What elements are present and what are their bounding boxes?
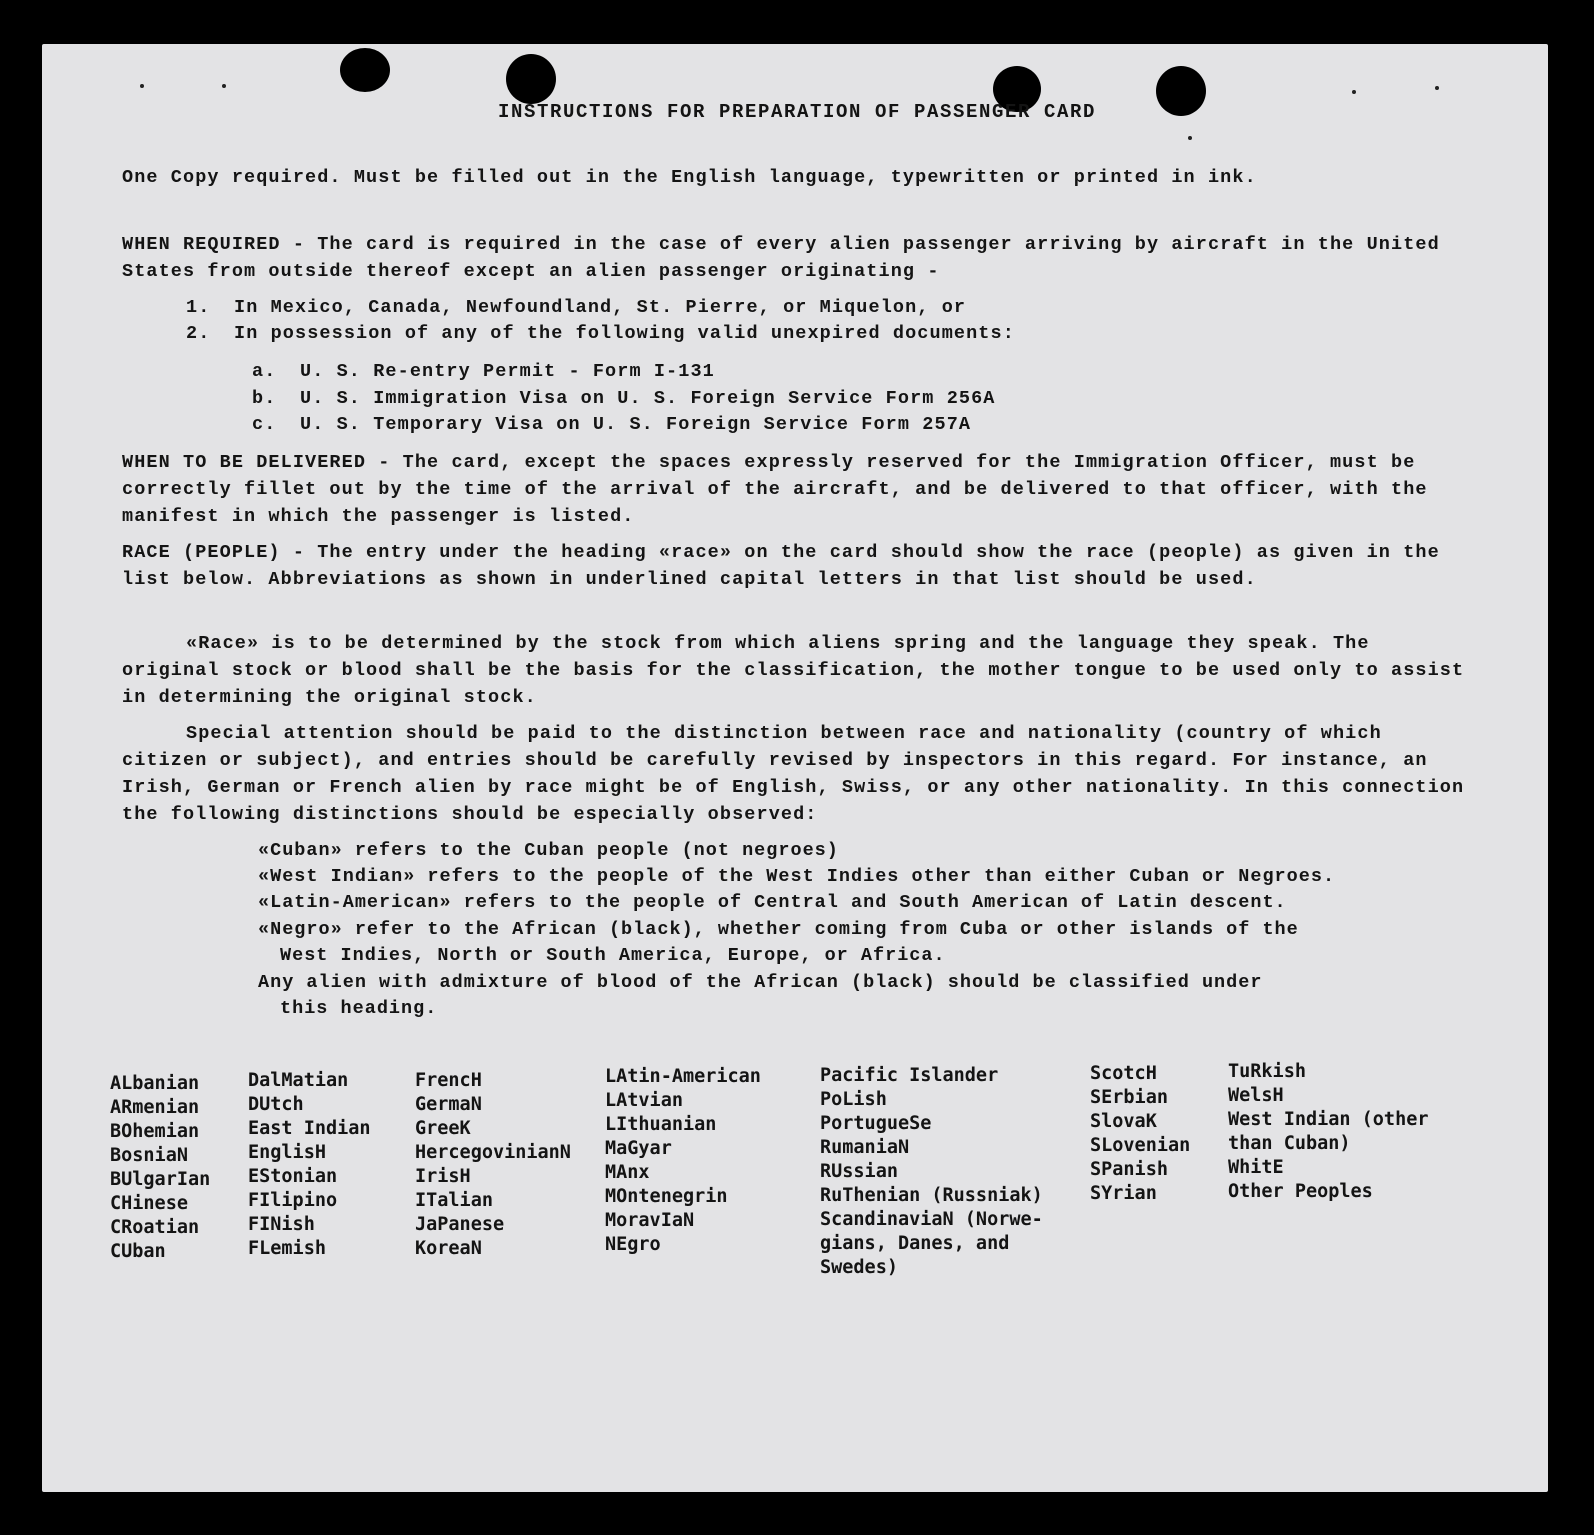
distinction-latin-american: «Latin-American» refers to the people of Central and South American of Latin descent.	[258, 892, 1287, 913]
race-list-column-7	[1228, 1060, 1428, 1204]
race-entry: ITalian	[415, 1190, 493, 1211]
race-entry: GermaN	[415, 1094, 482, 1115]
race-list-column-2	[248, 1069, 371, 1261]
list-item-text: In possession of any of the following valid unexpired documents:	[234, 323, 1015, 344]
race-entry: SErbian	[1090, 1087, 1168, 1108]
document-letter: c.	[252, 414, 277, 435]
race-entry: LAtvian	[605, 1090, 683, 1111]
document-item	[252, 358, 715, 385]
race-entry: West Indian (other	[1228, 1109, 1429, 1130]
race-entry-continued: Swedes)	[820, 1257, 898, 1278]
race-entry: JaPanese	[415, 1214, 505, 1235]
race-entry: SYrian	[1090, 1183, 1157, 1204]
race-entry: FINish	[248, 1214, 315, 1235]
race-entry: SlovaK	[1090, 1111, 1157, 1132]
race-entry: Pacific Islander	[820, 1065, 999, 1086]
race-entry: Other Peoples	[1228, 1181, 1373, 1202]
race-list-column-4	[605, 1065, 761, 1257]
race-entry: MAnx	[605, 1162, 650, 1183]
race-entry: BUlgarIan	[110, 1169, 211, 1190]
race-entry: PortugueSe	[820, 1113, 932, 1134]
document-letter: b.	[252, 388, 277, 409]
race-entry: DUtch	[248, 1094, 304, 1115]
race-entry: GreeK	[415, 1118, 471, 1139]
race-entry: RuThenian (Russniak)	[820, 1185, 1043, 1206]
race-entry-continued: than Cuban)	[1228, 1133, 1351, 1154]
race-entry: EStonian	[248, 1166, 338, 1187]
speck	[1435, 86, 1439, 90]
distinction-admixture: Any alien with admixture of blood of the African (black) should be classified under	[258, 972, 1263, 993]
punch-hole	[506, 54, 556, 104]
race-entry: CRoatian	[110, 1217, 200, 1238]
distinction-admixture-continued: this heading.	[280, 998, 438, 1019]
race-entry: HercegovinianN	[415, 1142, 571, 1163]
race-people-paragraph: RACE (PEOPLE) - The entry under the heading «race» on the card should show the race (people) as given in the list below. Abbreviations as shown in underlined capital letters in that list should be used.	[122, 542, 1440, 590]
when-required-paragraph: WHEN REQUIRED - The card is required in the case of every alien passenger arriving by aircraft in the United States from outside thereof except an alien passenger originating -	[122, 234, 1440, 282]
list-item-number: 1.	[186, 297, 211, 318]
speck	[222, 84, 226, 88]
race-entry: FrencH	[415, 1070, 482, 1091]
distinction-negro: «Negro» refer to the African (black), whether coming from Cuba or other islands of the	[258, 919, 1299, 940]
punch-hole	[340, 48, 390, 92]
race-entry: KoreaN	[415, 1238, 482, 1259]
list-item-number: 2.	[186, 323, 211, 344]
speck	[140, 84, 144, 88]
race-entry: BosniaN	[110, 1145, 188, 1166]
race-entry: SPanish	[1090, 1159, 1168, 1180]
race-entry: DalMatian	[248, 1070, 349, 1091]
distinction-cuban: «Cuban» refers to the Cuban people (not negroes)	[258, 840, 839, 861]
race-entry: MoravIaN	[605, 1210, 695, 1231]
race-entry: ScotcH	[1090, 1063, 1157, 1084]
race-entry: SLovenian	[1090, 1135, 1191, 1156]
race-list-column-1	[110, 1072, 210, 1264]
race-entry: ARmenian	[110, 1097, 200, 1118]
race-entry: PoLish	[820, 1089, 887, 1110]
list-item	[186, 294, 966, 321]
race-entry: TuRkish	[1228, 1061, 1306, 1082]
race-list-column-6	[1090, 1062, 1190, 1206]
race-entry: WhitE	[1228, 1157, 1284, 1178]
document-text: U. S. Re-entry Permit - Form I-131	[300, 361, 715, 382]
document-item	[252, 385, 996, 412]
page-title: INSTRUCTIONS FOR PREPARATION OF PASSENGER CARD	[497, 101, 1097, 123]
document-item	[252, 411, 971, 438]
speck	[1188, 136, 1192, 140]
race-entry: ScandinaviaN (Norwe-	[820, 1209, 1043, 1230]
race-entry: FIlipino	[248, 1190, 338, 1211]
race-list-column-3	[415, 1069, 571, 1261]
distinction-negro-continued: West Indies, North or South America, Europe, or Africa.	[280, 945, 946, 966]
intro-paragraph: One Copy required. Must be filled out in the English language, typewritten or printed in ink.	[122, 167, 1257, 188]
race-entry: RUssian	[820, 1161, 898, 1182]
race-entry: LIthuanian	[605, 1114, 717, 1135]
race-entry: NEgro	[605, 1234, 661, 1255]
distinction-west-indian: «West Indian» refers to the people of the West Indies other than either Cuban or Negroes.	[258, 866, 1336, 887]
race-entry: EnglisH	[248, 1142, 326, 1163]
document-text: U. S. Immigration Visa on U. S. Foreign Service Form 256A	[300, 388, 996, 409]
document-letter: a.	[252, 361, 277, 382]
list-item	[186, 320, 1015, 347]
race-entry: CHinese	[110, 1193, 188, 1214]
race-entry: WelsH	[1228, 1085, 1284, 1106]
race-entry: FLemish	[248, 1238, 326, 1259]
race-entry: MOntenegrin	[605, 1186, 728, 1207]
race-entry: ALbanian	[110, 1073, 200, 1094]
race-entry: East Indian	[248, 1118, 371, 1139]
race-entry: RumaniaN	[820, 1137, 910, 1158]
list-item-text: In Mexico, Canada, Newfoundland, St. Pierre, or Miquelon, or	[234, 297, 967, 318]
race-entry: BOhemian	[110, 1121, 200, 1142]
special-attention-paragraph: Special attention should be paid to the distinction between race and nationality (country of which citizen or subject), and entries should be carefully revised by inspectors in this regard. For instance, an Irish, German or French alien by race might be of English, Swiss, or any other nationality. In this connection the following distinctions should be especially observed:	[122, 723, 1465, 825]
speck	[1352, 90, 1356, 94]
when-delivered-paragraph: WHEN TO BE DELIVERED - The card, except the spaces expressly reserved for the Immigration Officer, must be correctly fillet out by the time of the arrival of the aircraft, and be delivered to that officer, with the manifest in which the passenger is listed.	[122, 452, 1428, 527]
race-entry: LAtin-American	[605, 1066, 761, 1087]
race-entry-continued: gians, Danes, and	[820, 1233, 1010, 1254]
race-entry: CUban	[110, 1241, 166, 1262]
race-entry: IrisH	[415, 1166, 471, 1187]
document-text: U. S. Temporary Visa on U. S. Foreign Service Form 257A	[300, 414, 972, 435]
race-list-column-5	[820, 1064, 1043, 1280]
race-entry: MaGyar	[605, 1138, 672, 1159]
race-determined-paragraph: «Race» is to be determined by the stock from which aliens spring and the language they speak. The original stock or blood shall be the basis for the classification, the mother tongue to be used only to assist in determining the original stock.	[122, 633, 1465, 708]
